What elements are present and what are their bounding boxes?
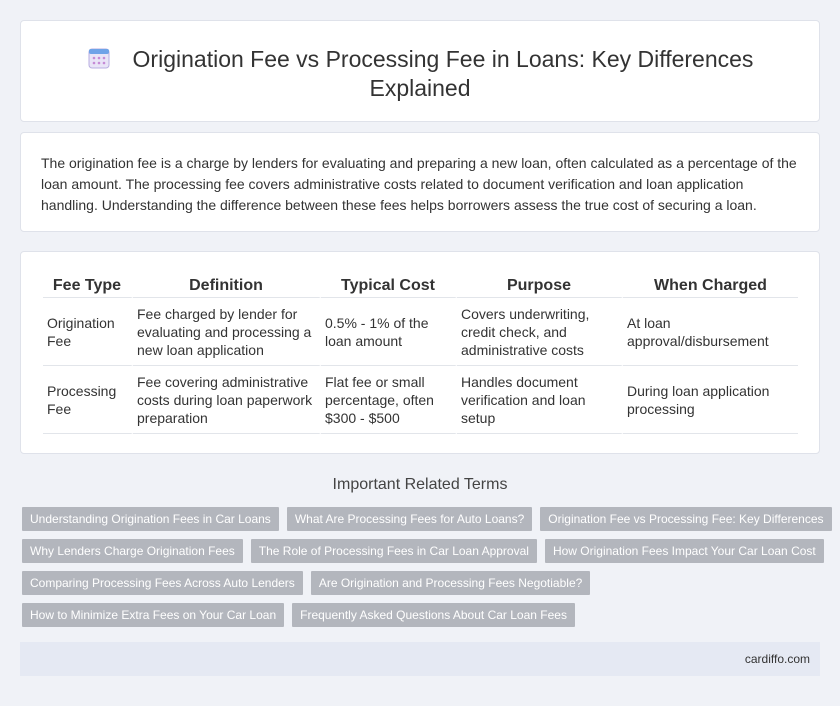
column-header: Definition — [133, 274, 321, 298]
related-term-tag[interactable]: How Origination Fees Impact Your Car Loan Cost — [545, 539, 824, 563]
table-cell: Origination Fee — [43, 298, 133, 366]
table-row — [43, 366, 798, 434]
table-cell: Fee charged by lender for evaluating and processing a new loan application — [133, 298, 321, 366]
related-term-tag[interactable]: Why Lenders Charge Origination Fees — [22, 539, 243, 563]
related-term-tag[interactable]: The Role of Processing Fees in Car Loan Approval — [251, 539, 537, 563]
page-title-block — [21, 45, 819, 103]
comparison-table — [43, 274, 798, 434]
table-cell: During loan application processing — [623, 366, 798, 434]
related-terms-list — [22, 507, 822, 635]
table-cell: 0.5% - 1% of the loan amount — [321, 298, 457, 366]
footer-site-link[interactable]: cardiffo.com — [744, 652, 810, 666]
table-header-row — [43, 274, 798, 298]
table-row — [43, 298, 798, 366]
related-term-tag[interactable]: Frequently Asked Questions About Car Loan Fees — [292, 603, 575, 627]
footer — [20, 642, 820, 676]
table-cell: Processing Fee — [43, 366, 133, 434]
related-term-tag[interactable]: Understanding Origination Fees in Car Loans — [22, 507, 279, 531]
table-cell: At loan approval/disbursement — [623, 298, 798, 366]
comparison-table-card — [20, 251, 820, 454]
calendar-icon — [87, 46, 111, 70]
table-cell: Handles document verification and loan setup — [457, 366, 623, 434]
related-terms-heading: Important Related Terms — [332, 476, 508, 493]
table-cell: Flat fee or small percentage, often $300 - $500 — [321, 366, 457, 434]
related-term-tag[interactable]: How to Minimize Extra Fees on Your Car Loan — [22, 603, 284, 627]
related-term-tag[interactable]: What Are Processing Fees for Auto Loans? — [287, 507, 532, 531]
page-title: Origination Fee vs Processing Fee in Loans: Key Differences Explained — [132, 46, 754, 101]
column-header: Typical Cost — [321, 274, 457, 298]
related-term-tag[interactable]: Comparing Processing Fees Across Auto Lenders — [22, 571, 303, 595]
column-header: Fee Type — [43, 274, 133, 298]
table-cell: Fee covering administrative costs during loan paperwork preparation — [133, 366, 321, 434]
related-term-tag[interactable]: Are Origination and Processing Fees Negotiable? — [311, 571, 590, 595]
intro-card — [20, 132, 820, 232]
column-header: Purpose — [457, 274, 623, 298]
column-header: When Charged — [623, 274, 798, 298]
header-card — [20, 20, 820, 122]
table-cell: Covers underwriting, credit check, and administrative costs — [457, 298, 623, 366]
intro-paragraph: The origination fee is a charge by lenders for evaluating and preparing a new loan, often calculated as a percentage of the loan amount. The processing fee covers administrative costs related to document verification and loan application handling. Understanding the difference between these fees helps borrowers assess the true cost of securing a loan. — [41, 155, 797, 213]
related-term-tag[interactable]: Origination Fee vs Processing Fee: Key Differences — [540, 507, 831, 531]
